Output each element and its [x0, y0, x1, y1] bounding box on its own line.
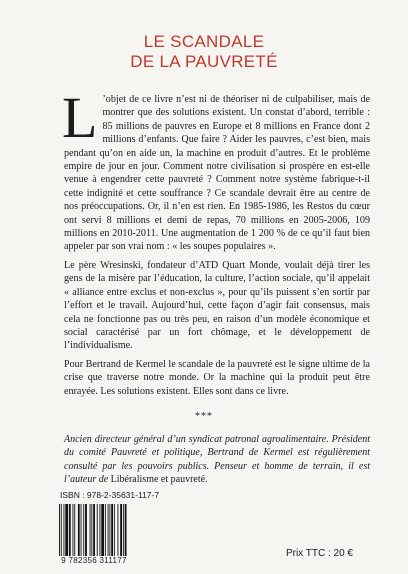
barcode-bar — [111, 504, 113, 556]
barcode-bar — [73, 504, 74, 556]
barcode-bar — [78, 504, 80, 556]
blurb — [62, 85, 370, 398]
author-bio-text-2: . — [205, 473, 208, 485]
blurb-paragraph-1 — [62, 85, 370, 254]
barcode — [57, 504, 131, 557]
barcode-bar — [93, 504, 95, 556]
barcode-bar — [101, 504, 104, 556]
barcode-bar — [118, 504, 119, 556]
barcode-bar — [64, 504, 65, 556]
blurb-paragraph-1-text: ’objet de ce livre n’est ni de théoriser ni de culpabiliser, mais de montrer que des solutions existent. Un constat d’abord, terrible : 85 millions de pauvres en Europe et 8 millions en France dont 2 millions d’enfants. Que faire ? Aider les pauvres, c’est bien, mais pendant qu’on en aide un, la machine en produit d’autres. Et le problème empire de jour en jour. Comment notre civilisation si prospère en est-elle venue à engendrer cette pauvreté ? Comment notre système fabrique-t-il cette indignité et cette souffrance ? Ce scandale devrait être au centre de nos préoccupations. Or, il n’en est rien. En 1985-1986, les Restos du cœur ont servi 8 millions et demi de repas, 70 millions en 2005-2006, 109 millions en 2010-2011. Une augmentation de 1 200 % de ce qu’il faut bien appeler par son vrai nom : « les soupes populaires ». — [64, 94, 370, 253]
section-separator: *** — [195, 411, 213, 422]
price-label: Prix TTC : 20 € — [285, 548, 353, 559]
barcode-bar — [125, 504, 127, 556]
barcode-bar — [109, 504, 110, 556]
barcode-bar — [120, 504, 122, 556]
barcode-bar — [83, 504, 84, 556]
barcode-bar — [91, 504, 92, 556]
barcode-bar — [69, 504, 71, 556]
barcode-bar — [108, 504, 109, 556]
author-book-title: Libéralisme et pauvreté — [110, 473, 206, 485]
barcode-number: 9 782356 311177 — [61, 556, 127, 565]
author-bio — [64, 433, 370, 486]
drop-cap: L — [62, 85, 98, 150]
barcode-bar — [59, 504, 60, 556]
barcode-bar — [100, 504, 101, 556]
barcode-graphic — [57, 504, 131, 556]
book-title-line-1: LE SCANDALE — [143, 32, 265, 51]
barcode-bar — [123, 504, 124, 556]
blurb-paragraph-2: Le père Wresinski, fondateur d’ATD Quart Monde, voulait déjà tirer les gens de la misère par l’éducation, la culture, l’action sociale, qu’il appelait « alliance entre exclus et non-exclus », pour qu’ils puissent s’en sortir par l’effort et le travail. Aujourd’hui, cette façon d’agir fait consensus, mais cela ne fonctionne pas ou très peu, en raison d’un modèle économique et social caractérisé par un fort chômage, et le développement de l’individualisme. — [64, 259, 370, 352]
barcode-bar — [85, 504, 87, 556]
barcode-bar — [61, 504, 62, 556]
barcode-bar — [90, 504, 91, 556]
author-bio-text-1: Ancien directeur général d’un syndicat patronal agroalimentaire. Président du comité Pauvreté et politique, Bertrand de Kermel est régulièrement consulté par les pouvoirs publics. Penseur et homme de terrain, il est l’auteur de — [64, 434, 370, 485]
isbn-label: ISBN : 978-2-35631-117-7 — [60, 490, 160, 500]
barcode-bar — [114, 504, 115, 556]
barcode-bar — [81, 504, 82, 556]
barcode-bar — [105, 504, 106, 556]
book-title-line-2: DE LA PAUVRETÉ — [130, 52, 278, 71]
barcode-bar — [65, 504, 68, 556]
blurb-paragraph-3: Pour Bertrand de Kermel le scandale de la pauvreté est le signe ultime de la crise que traverse notre monde. Or la machine qui la produit peut être enrayée. Les solutions existent. Elles sont dans ce livre. — [64, 358, 370, 397]
barcode-bar — [74, 504, 75, 556]
barcode-bar — [97, 504, 98, 556]
